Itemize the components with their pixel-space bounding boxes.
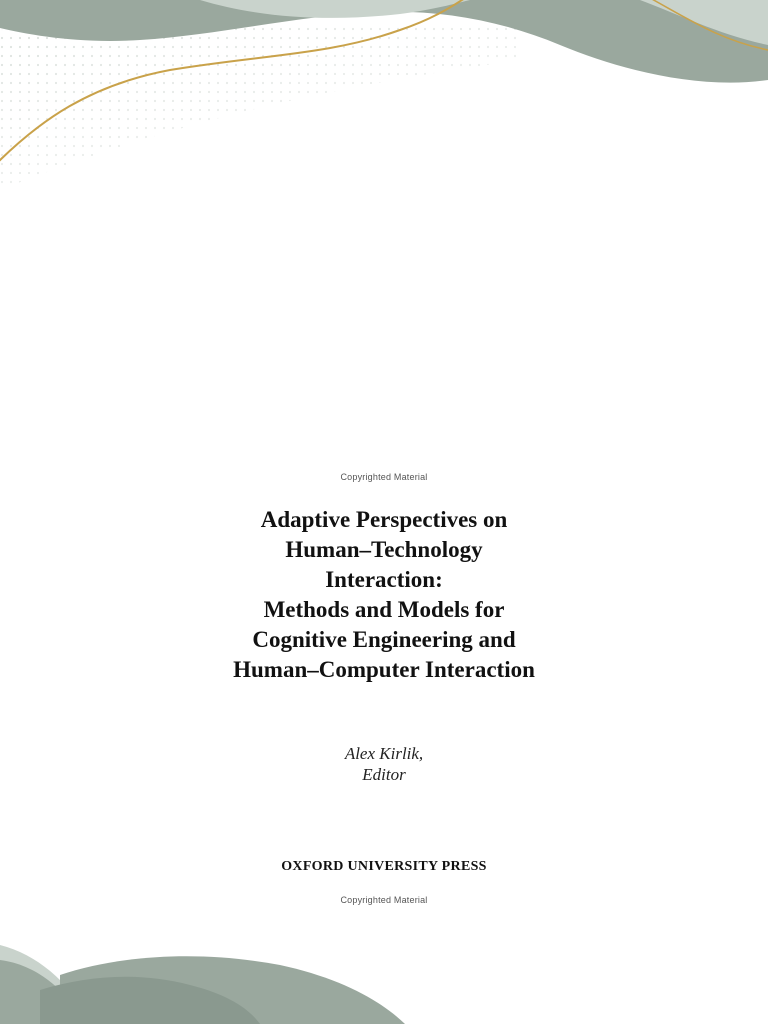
editor-credit — [0, 743, 768, 785]
title-line: Methods and Models for — [263, 597, 505, 622]
title-line: Adaptive Perspectives on — [260, 507, 508, 532]
publisher-name: OXFORD UNIVERSITY PRESS — [281, 859, 487, 874]
title-line: Cognitive Engineering and — [252, 627, 516, 652]
dot-pattern — [0, 20, 520, 190]
bottom-wave-decoration — [0, 945, 405, 1024]
title-line: Human–Computer Interaction — [233, 657, 535, 682]
copyright-notice-top: Copyrighted Material — [340, 472, 428, 482]
title-line: Human–Technology — [285, 537, 483, 562]
book-title — [0, 505, 768, 685]
copyright-notice-bottom: Copyrighted Material — [340, 895, 428, 905]
editor-name: Alex Kirlik, — [344, 744, 424, 763]
editor-role: Editor — [362, 765, 406, 784]
title-line: Interaction: — [325, 567, 443, 592]
